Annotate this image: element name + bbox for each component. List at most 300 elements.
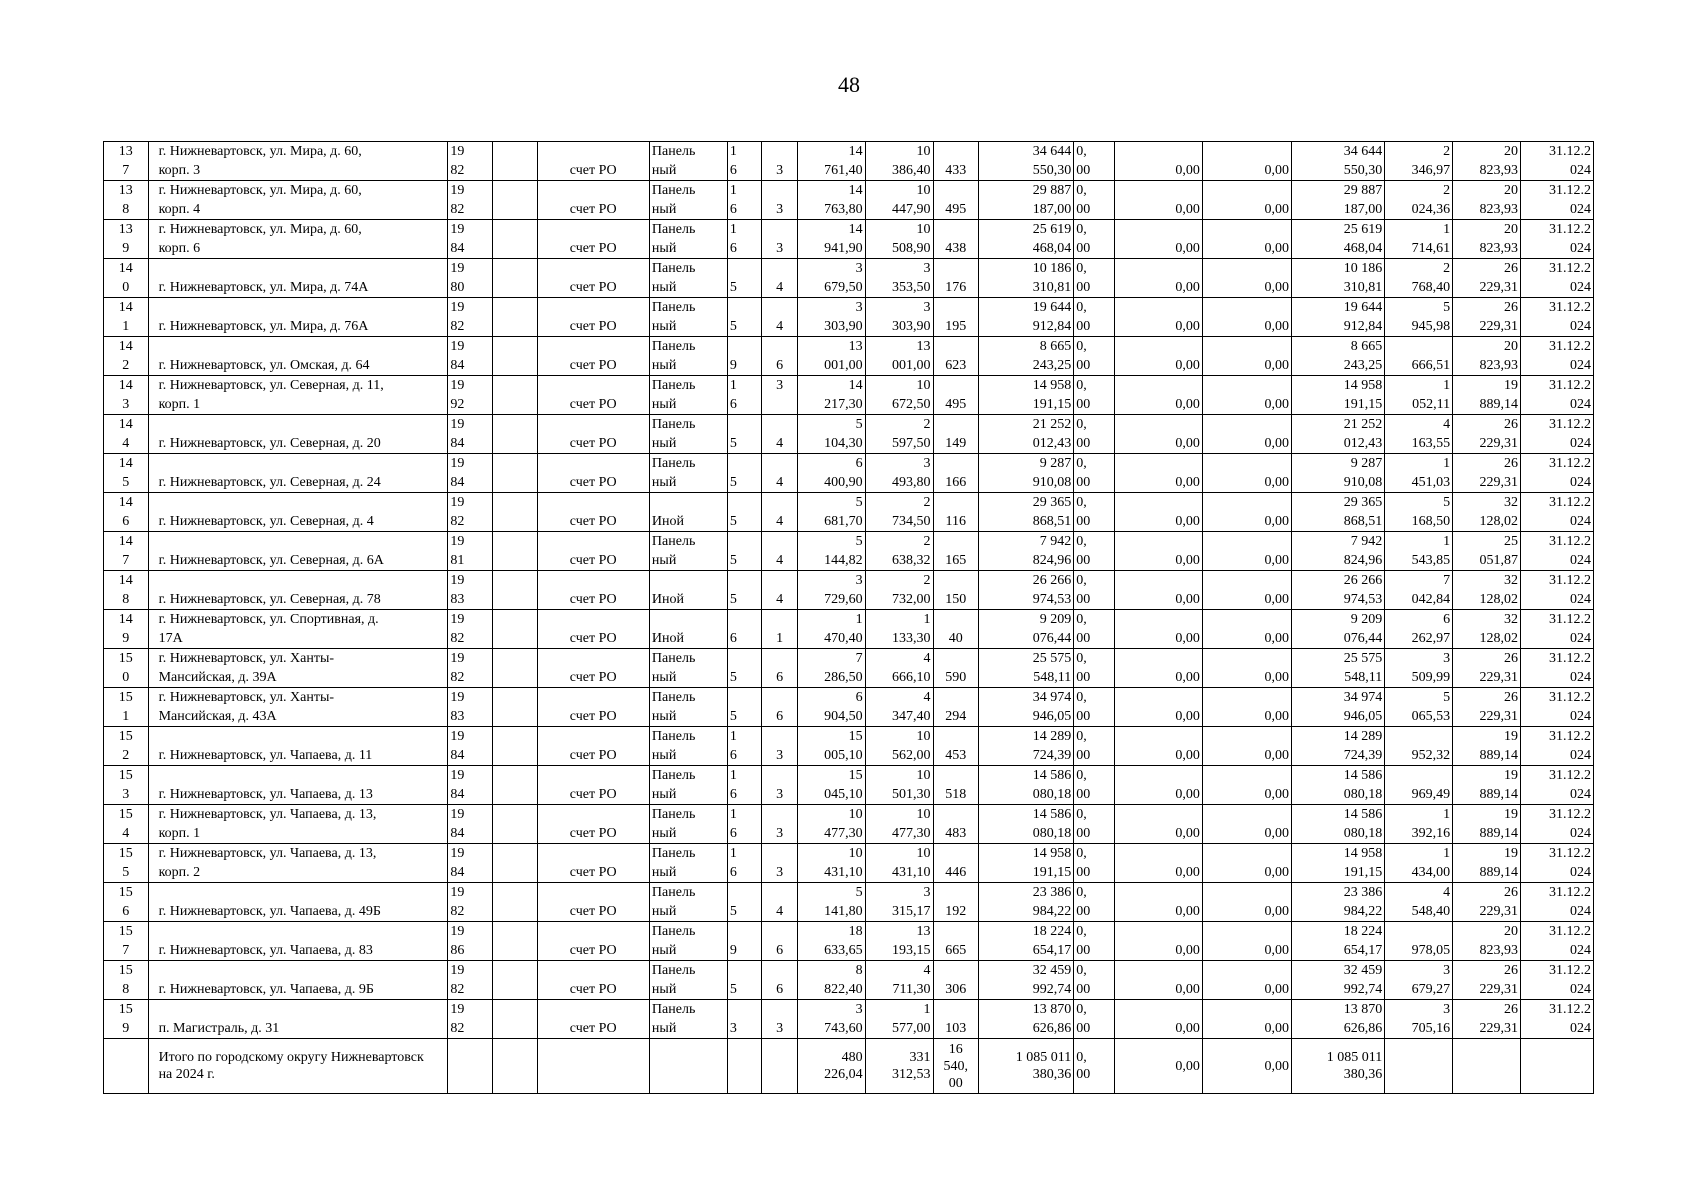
budget-region-line: 0,00 [1175,748,1200,763]
floors-line: 9 [729,358,737,373]
area-living-line: 477,30 [892,826,931,841]
cost-total-line: 946,05 [1032,709,1072,724]
budget-region-line [1117,649,1200,668]
year-built-line: 19 [450,144,465,159]
wall-material-line: ный [651,1021,677,1036]
fund-ffr-line: 00 [1076,592,1091,607]
year-built [448,376,493,415]
owners-funds-line: 29 887 [1343,183,1383,198]
total-empty [1520,1039,1593,1094]
area-living-line: 10 [916,183,931,198]
deadline [1520,415,1593,454]
fund-method [537,298,649,337]
fund-ffr-line: 00 [1076,631,1091,646]
owners-funds-line: 824,96 [1343,553,1383,568]
fund-method [537,376,649,415]
cost-per-m2 [1385,727,1453,766]
cost-per-m2-line [1387,766,1450,785]
total-cost [979,1039,1074,1094]
cost-total-line: 8 665 [1039,339,1072,354]
wall-material [649,805,727,844]
deadline [1520,454,1593,493]
wall-material-line: Панель [651,1002,696,1017]
residents-line [936,415,977,434]
row-number [104,454,149,493]
budget-region-line: 0,00 [1175,319,1200,334]
budget-local [1202,493,1291,532]
floors-line [730,532,759,551]
empty-col-line [495,1000,535,1019]
cost-per-m2-line: 679,27 [1411,982,1451,997]
limit-per-m2-line: 889,14 [1479,748,1518,763]
fund-method [537,922,649,961]
limit-per-m2 [1453,610,1521,649]
wall-material-line: Панель [651,339,696,354]
area-living-line: 10 [916,378,931,393]
address [148,493,448,532]
address-line: корп. 1 [158,826,201,841]
year-built-line: 19 [450,222,465,237]
area-living-line: 386,40 [892,163,931,178]
budget-local [1202,532,1291,571]
limit-per-m2-line: 229,31 [1479,280,1518,295]
limit-per-m2-line: 20 [1503,183,1518,198]
limit-per-m2-line: 229,31 [1479,436,1518,451]
year-built [448,961,493,1000]
fund-method-line [540,376,647,395]
entrances [762,610,797,649]
address-line [159,1000,446,1019]
entrances-line [764,454,794,473]
fund-ffr-line: 0, [1076,885,1087,900]
area-living-line: 347,40 [892,709,931,724]
deadline-line: 31.12.2 [1549,846,1591,861]
cost-total-line: 550,30 [1032,163,1072,178]
year-built-line: 19 [450,963,465,978]
cost-per-m2-line: 1 [1443,807,1451,822]
entrances-line [764,532,794,551]
floors-line: 5 [729,982,737,997]
wall-material [649,493,727,532]
fund-method [537,844,649,883]
limit-per-m2-line: 32 [1503,612,1518,627]
wall-material [649,181,727,220]
residents-line [936,688,977,707]
budget-local [1202,181,1291,220]
limit-per-m2 [1453,1000,1521,1039]
owners-funds [1292,454,1385,493]
budget-local-line [1205,298,1289,317]
floors-line: 6 [729,826,737,841]
address [148,805,448,844]
budget-region-line: 0,00 [1175,631,1200,646]
budget-region-line: 0,00 [1175,202,1200,217]
address-line: Мансийская, д. 43А [158,709,277,724]
year-built-line: 80 [450,280,465,295]
budget-local-line: 0,00 [1264,904,1290,919]
owners-funds-line: 012,43 [1343,436,1383,451]
budget-region-line [1117,415,1200,434]
floors [727,142,761,181]
deadline-line: 024 [1570,319,1591,334]
total-residents-line: 00 [948,1075,963,1091]
total-empty [448,1039,493,1094]
residents-line [936,337,977,356]
budget-region-line: 0,00 [1175,904,1200,919]
limit-per-m2-line: 229,31 [1479,475,1518,490]
cost-total [979,493,1074,532]
residents [933,376,979,415]
limit-per-m2 [1453,532,1521,571]
fund-ffr-line: 00 [1076,553,1091,568]
area-total-line: 005,10 [824,748,863,763]
table-row [104,649,1594,688]
wall-material-line: Панель [651,300,696,315]
row-number-line: 15 [118,768,133,783]
limit-per-m2-line: 889,14 [1479,865,1518,880]
owners-funds-line: 29 365 [1343,495,1383,510]
deadline-line: 024 [1570,982,1591,997]
owners-funds [1292,766,1385,805]
area-total-line: 400,90 [824,475,863,490]
fund-ffr-line: 00 [1076,982,1091,997]
fund-method [537,805,649,844]
floors-line: 1 [729,144,737,159]
limit-per-m2-line: 26 [1503,1002,1518,1017]
owners-funds [1292,571,1385,610]
cost-per-m2-line: 434,00 [1411,865,1451,880]
owners-funds [1292,376,1385,415]
cost-per-m2-line: 969,49 [1411,787,1451,802]
area-living-line: 597,50 [892,436,931,451]
fund-ffr-line: 00 [1076,748,1091,763]
row-number [104,376,149,415]
limit-per-m2-line: 229,31 [1479,1021,1518,1036]
residents-line [936,454,977,473]
budget-local [1202,805,1291,844]
entrances-line [764,805,794,824]
wall-material [649,454,727,493]
fund-method-line [540,883,647,902]
deadline-line: 31.12.2 [1549,963,1591,978]
fund-ffr-line: 00 [1076,280,1091,295]
address-line: г. Нижневартовск, ул. Чапаева, д. 83 [158,943,373,958]
year-built-line: 92 [450,397,465,412]
owners-funds-line: 8 665 [1350,339,1383,354]
cost-per-m2 [1385,805,1453,844]
cost-per-m2-line: 4 [1443,885,1451,900]
budget-local-line: 0,00 [1264,553,1290,568]
deadline-line: 31.12.2 [1549,144,1591,159]
residents [933,1000,979,1039]
year-built-line: 82 [450,670,465,685]
floors-line [730,649,759,668]
residents-line: 176 [945,280,967,295]
area-living-line: 001,00 [892,358,931,373]
residents-line: 40 [948,631,963,646]
area-total-line: 10 [848,846,863,861]
fund-ffr-line: 0, [1076,612,1087,627]
budget-region [1114,181,1202,220]
empty-col [492,805,537,844]
wall-material-line: Иной [651,592,685,607]
row-number [104,883,149,922]
row-number-line: 9 [122,1021,130,1036]
floors-line [730,454,759,473]
fund-ffr-line: 00 [1076,943,1091,958]
fund-ffr [1074,1000,1115,1039]
address-line: г. Нижневартовск, ул. Северная, д. 78 [158,592,381,607]
cost-per-m2-line: 5 [1443,690,1451,705]
limit-per-m2 [1453,298,1521,337]
budget-local-line: 0,00 [1264,436,1290,451]
row-number-line: 9 [122,241,130,256]
budget-local-line: 0,00 [1264,787,1290,802]
area-total-line: 431,10 [824,865,863,880]
budget-local [1202,883,1291,922]
total-empty [762,1039,797,1094]
empty-col-line [495,844,535,863]
total-fund-ffr [1074,1039,1115,1094]
budget-region-line: 0,00 [1175,436,1200,451]
residents-line: 446 [945,865,967,880]
area-total-line: 6 [855,690,863,705]
entrances-line [764,649,794,668]
year-built-line: 19 [450,261,465,276]
fund-ffr-line: 00 [1076,709,1091,724]
fund-ffr [1074,181,1115,220]
fund-method [537,337,649,376]
owners-funds-line: 14 586 [1343,807,1383,822]
address-line: г. Нижневартовск, ул. Мира, д. 74А [158,280,369,295]
cost-per-m2 [1385,493,1453,532]
limit-per-m2 [1453,220,1521,259]
budget-local-line [1205,337,1289,356]
area-total-line: 5 [855,885,863,900]
budget-region-line [1117,610,1200,629]
floors [727,337,761,376]
total-budget-local-line: 0,00 [1264,1058,1290,1074]
year-built-line: 19 [450,456,465,471]
fund-method-line: счет РО [569,709,617,724]
cost-total-line: 23 386 [1032,885,1072,900]
fund-method [537,961,649,1000]
wall-material-line [652,610,725,629]
area-living-line: 711,30 [892,982,931,997]
cost-per-m2-line: 042,84 [1411,592,1451,607]
cost-total [979,649,1074,688]
residents-line [936,610,977,629]
total-fund-ffr-line: 0, [1076,1050,1087,1065]
year-built-line: 84 [450,748,465,763]
residents [933,415,979,454]
entrances-line: 3 [776,163,784,178]
budget-local-line [1205,844,1289,863]
budget-region-line [1117,493,1200,512]
fund-method-line: счет РО [569,475,617,490]
cost-per-m2 [1385,259,1453,298]
floors [727,532,761,571]
deadline-line: 31.12.2 [1549,456,1591,471]
wall-material-line: Иной [651,514,685,529]
limit-per-m2-line: 229,31 [1479,904,1518,919]
address-line: г. Нижневартовск, ул. Чапаева, д. 49Б [158,904,381,919]
budget-region-line: 0,00 [1175,826,1200,841]
limit-per-m2 [1453,844,1521,883]
budget-local [1202,610,1291,649]
floors [727,493,761,532]
total-empty [649,1039,727,1094]
limit-per-m2-line: 889,14 [1479,826,1518,841]
year-built-line: 84 [450,787,465,802]
limit-per-m2-line: 051,87 [1479,553,1518,568]
limit-per-m2-line: 128,02 [1479,592,1518,607]
area-living-line: 10 [916,807,931,822]
residents-line [936,259,977,278]
deadline-line: 024 [1570,1021,1591,1036]
floors-line: 5 [729,592,737,607]
address [148,688,448,727]
area-total-line: 13 [848,339,863,354]
fund-method [537,610,649,649]
limit-per-m2-line: 823,93 [1479,163,1518,178]
owners-funds-line: 191,15 [1343,397,1383,412]
budget-local-line [1205,883,1289,902]
owners-funds-line: 34 644 [1343,144,1383,159]
year-built-line: 19 [450,1002,465,1017]
cost-total [979,805,1074,844]
address-line: г. Нижневартовск, ул. Северная, д. 20 [158,436,381,451]
empty-col-line [495,298,535,317]
owners-funds [1292,727,1385,766]
entrances [762,337,797,376]
table-row [104,454,1594,493]
area-living-line: 431,10 [892,865,931,880]
budget-local-line [1205,259,1289,278]
row-number-line: 13 [118,144,133,159]
address-line [159,922,446,941]
row-number-line: 3 [122,397,130,412]
fund-method [537,532,649,571]
budget-local [1202,454,1291,493]
area-total-line: 286,50 [824,670,863,685]
wall-material-line: ный [651,670,677,685]
row-number-line: 15 [118,1002,133,1017]
floors-line: 5 [729,475,737,490]
area-living [865,298,933,337]
area-living-line: 1 [923,612,931,627]
budget-region [1114,805,1202,844]
fund-method-line [540,688,647,707]
residents [933,961,979,1000]
budget-local-line: 0,00 [1264,280,1290,295]
fund-method-line [540,337,647,356]
residents-line: 150 [945,592,967,607]
fund-ffr-line: 00 [1076,397,1091,412]
entrances-line: 6 [776,709,784,724]
area-total-line: 729,60 [824,592,863,607]
address-line: корп. 3 [158,163,201,178]
fund-method-line [540,649,647,668]
deadline-line: 31.12.2 [1549,651,1591,666]
year-built [448,688,493,727]
row-number-line: 15 [118,963,133,978]
wall-material-line: ный [651,280,677,295]
cost-per-m2-line: 5 [1443,495,1451,510]
budget-region-line: 0,00 [1175,397,1200,412]
address-line: г. Нижневартовск, ул. Мира, д. 60, [158,183,362,198]
owners-funds-line: 14 289 [1343,729,1383,744]
owners-funds [1292,610,1385,649]
row-number-line: 15 [118,846,133,861]
wall-material-line: ный [651,436,677,451]
budget-region-line: 0,00 [1175,553,1200,568]
table-row [104,961,1594,1000]
budget-local-line [1205,1000,1289,1019]
deadline [1520,142,1593,181]
fund-method [537,181,649,220]
area-living-line: 508,90 [892,241,931,256]
deadline-line: 31.12.2 [1549,300,1591,315]
row-number-line: 1 [122,319,130,334]
fund-method-line [540,415,647,434]
limit-per-m2-line: 26 [1503,300,1518,315]
area-living-line: 732,00 [892,592,931,607]
limit-per-m2 [1453,922,1521,961]
limit-per-m2-line: 26 [1503,963,1518,978]
deadline-line: 024 [1570,475,1591,490]
wall-material-line: Панель [651,417,696,432]
entrances-line [764,571,794,590]
cost-total-line: 076,44 [1032,631,1072,646]
fund-ffr-line: 0, [1076,534,1087,549]
address-line [159,454,446,473]
deadline-line: 31.12.2 [1549,222,1591,237]
wall-material [649,922,727,961]
floors [727,883,761,922]
budget-region [1114,688,1202,727]
year-built [448,649,493,688]
total-row [104,1039,1594,1094]
wall-material [649,571,727,610]
limit-per-m2 [1453,766,1521,805]
wall-material-line: Панель [651,729,696,744]
row-number-line: 4 [122,826,130,841]
residents [933,181,979,220]
budget-local [1202,259,1291,298]
budget-local-line: 0,00 [1264,826,1290,841]
fund-method-line [540,259,647,278]
fund-ffr [1074,532,1115,571]
owners-funds-line: 910,08 [1343,475,1383,490]
residents-line [936,493,977,512]
wall-material-line: ный [651,709,677,724]
limit-per-m2-line: 128,02 [1479,631,1518,646]
area-total-line: 761,40 [824,163,863,178]
floors-line: 6 [729,397,737,412]
deadline [1520,610,1593,649]
area-living-line: 10 [916,222,931,237]
row-number-line: 14 [118,417,133,432]
cost-total [979,298,1074,337]
area-living-line: 666,10 [892,670,931,685]
floors [727,610,761,649]
owners-funds-line: 310,81 [1343,280,1383,295]
floors [727,805,761,844]
row-number-line: 5 [122,865,130,880]
budget-local-line: 0,00 [1264,748,1290,763]
wall-material [649,532,727,571]
